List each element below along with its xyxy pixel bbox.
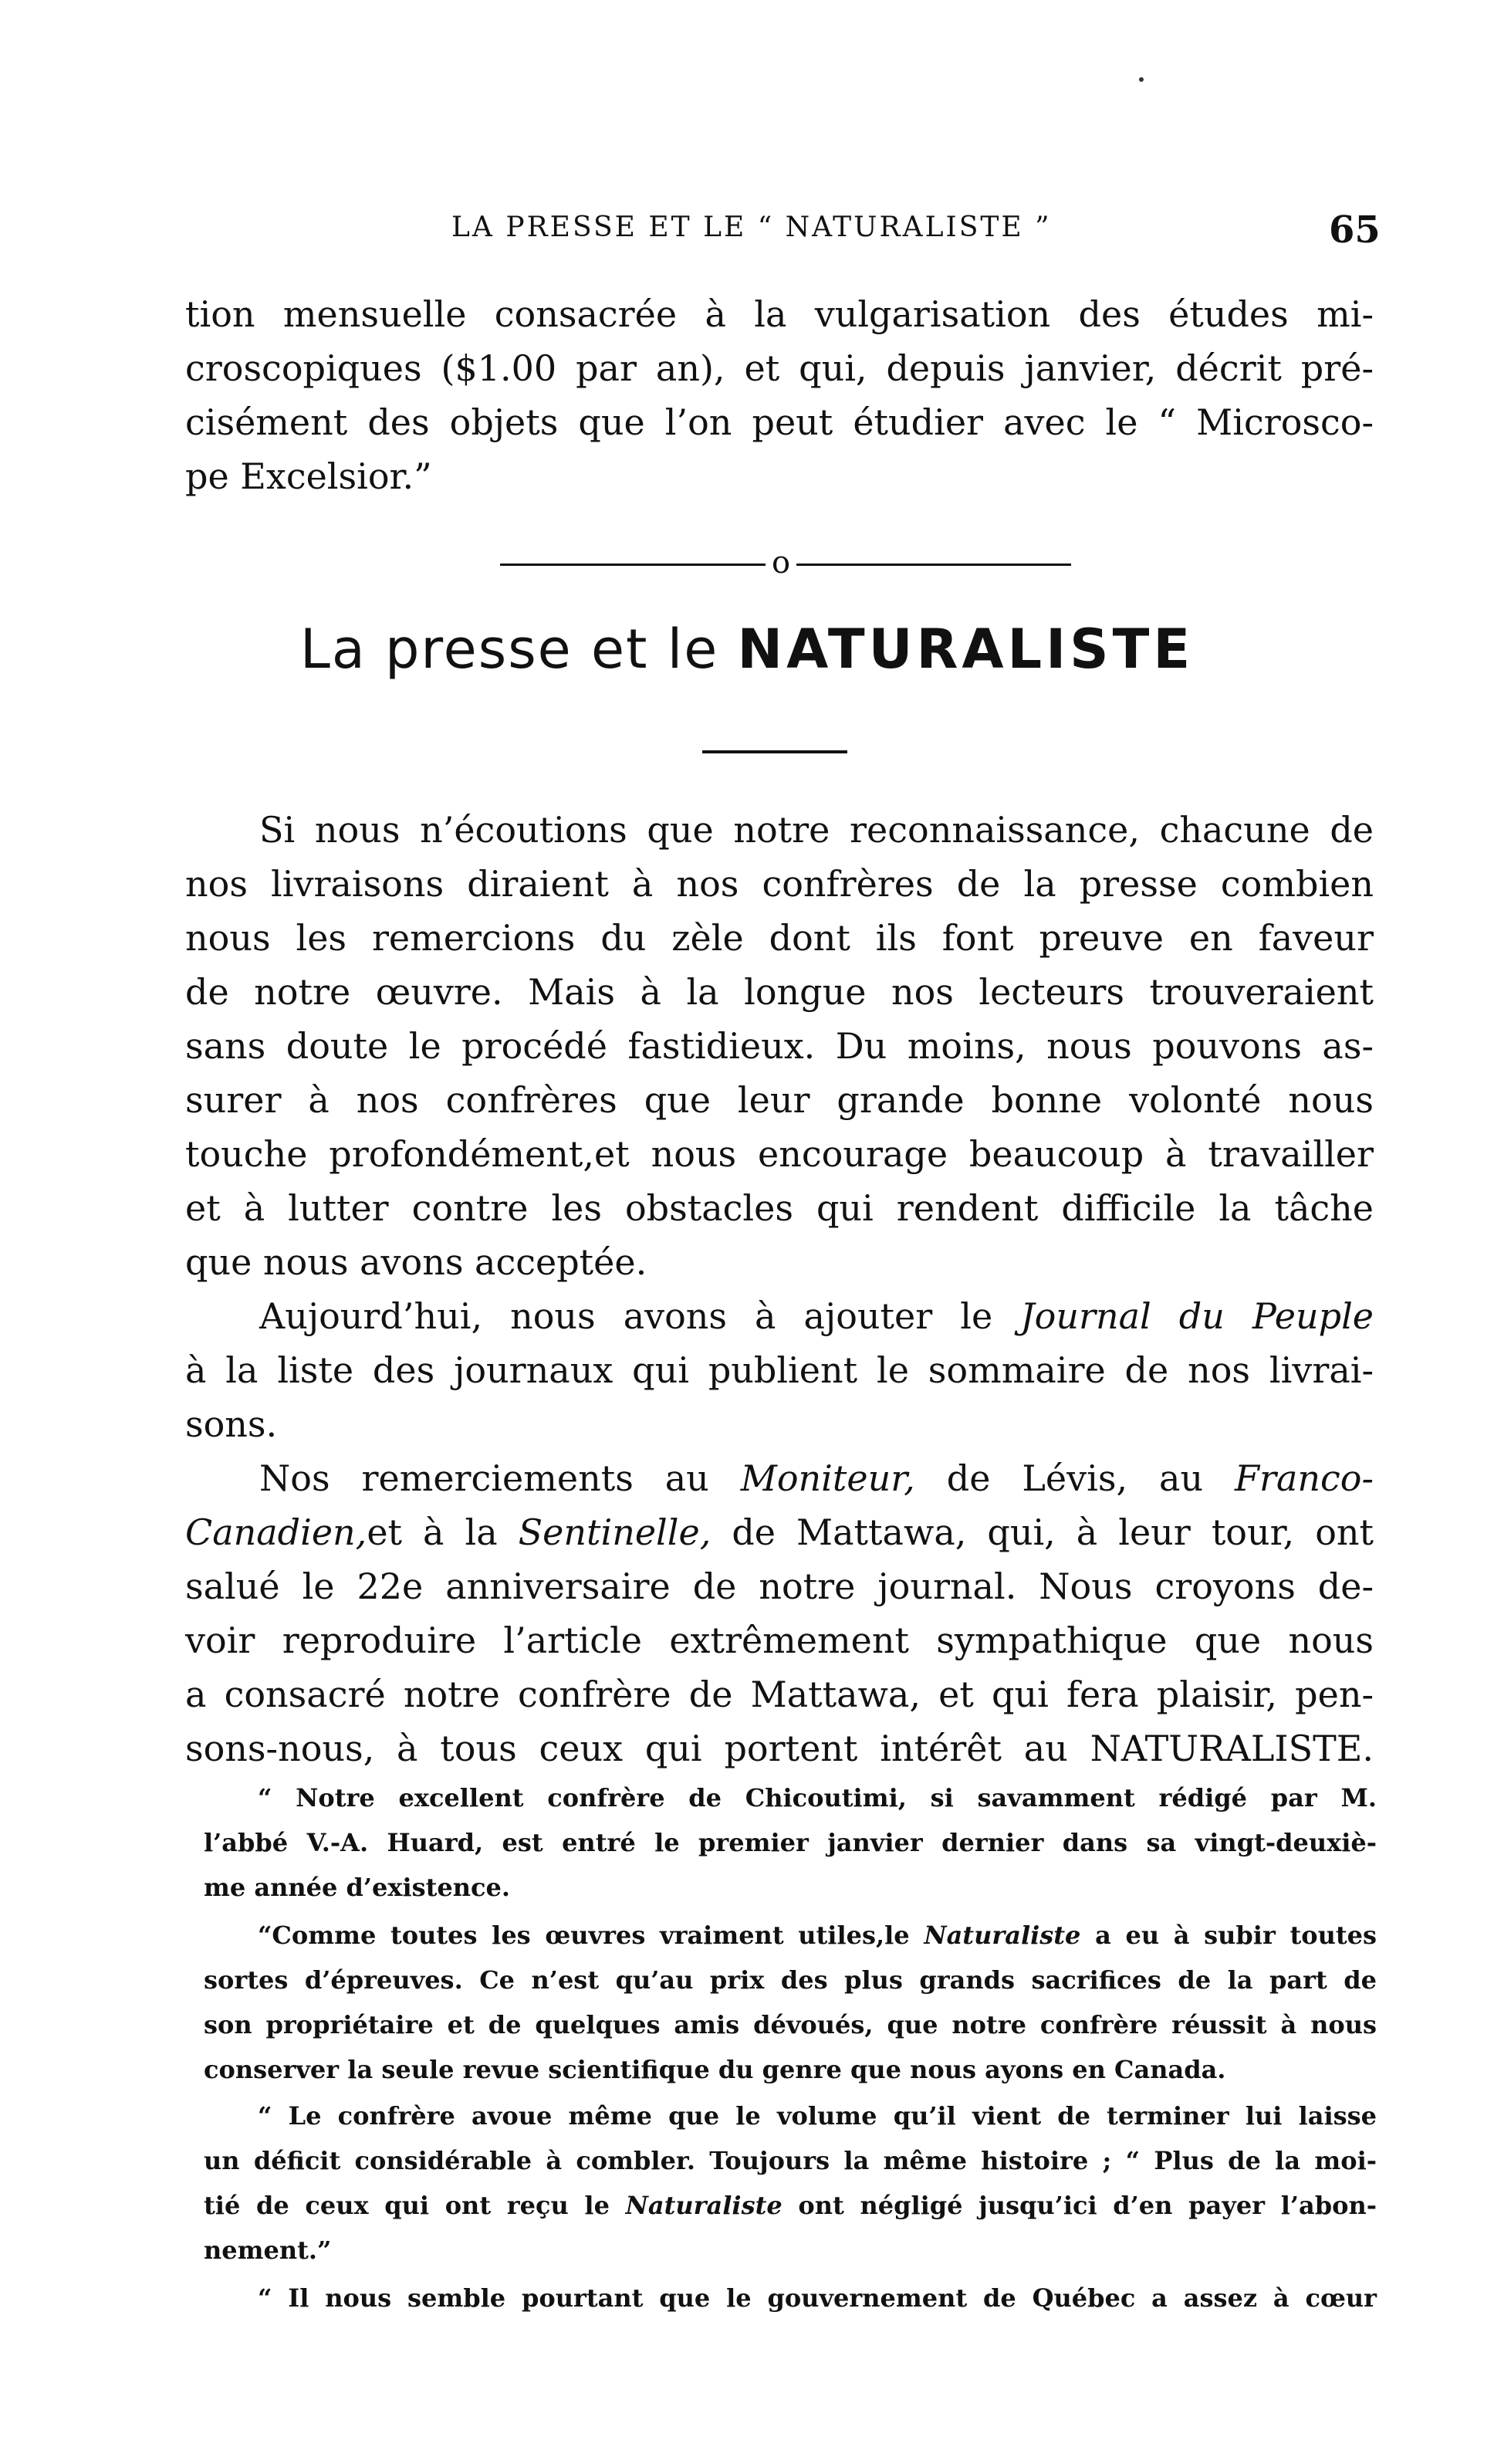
newspaper-title: Journal du Peuple <box>1020 1295 1374 1337</box>
page-number: 65 <box>1329 208 1381 252</box>
quote-line: conserver la seule revue scientifique du genre que nous ayons en Canada. <box>204 2055 1226 2084</box>
text-run: et à la <box>367 1511 519 1553</box>
quote-line: “ Le confrère avoue même que le volume qu’il vient de terminer lui laisse <box>258 2101 1377 2131</box>
quote-line <box>204 1913 1377 1958</box>
text-line: nos livraisons diraient à nos confrères de la presse combien <box>185 863 1374 905</box>
quote-line: “ Notre excellent confrère de Chicoutimi, si savamment rédigé par M. <box>258 1783 1377 1812</box>
quote-line: l’abbé V.-A. Huard, est entré le premier janvier dernier dans sa vingt-deuxiè- <box>204 1828 1377 1857</box>
quote-line <box>204 2183 1377 2228</box>
text-line <box>185 1505 1374 1559</box>
running-head <box>0 208 1494 255</box>
newspaper-title: Franco- <box>1235 1457 1374 1499</box>
text-run: Aujourd’hui, nous avons à ajouter le <box>259 1295 1021 1337</box>
text-run: “Comme toutes les œuvres vraiment utiles,le <box>258 1921 924 1950</box>
quote-line: me année d’existence. <box>204 1873 510 1902</box>
text-run: de Lévis, au <box>914 1457 1235 1499</box>
paragraph-journal-du-peuple <box>185 1289 1374 1451</box>
section-heading <box>0 618 1494 681</box>
text-line: sons. <box>185 1403 278 1445</box>
heading-caps: NATURALISTE <box>737 618 1195 681</box>
separator-rule-left <box>500 564 766 566</box>
text-line: pe Excelsior.” <box>185 455 432 497</box>
text-line: et à lutter contre les obstacles qui rendent difficile la tâche <box>185 1187 1374 1229</box>
quotation-epreuves <box>204 1913 1377 2092</box>
text-line: que nous avons acceptée. <box>185 1241 647 1283</box>
text-line: salué le 22e anniversaire de notre journal. Nous croyons de- <box>185 1565 1374 1607</box>
separator-mark: o <box>772 545 791 580</box>
journal-title: Naturaliste <box>625 2191 782 2220</box>
text-line: tion mensuelle consacrée à la vulgarisation des études mi- <box>185 293 1374 335</box>
text-line: cisément des objets que l’on peut étudier avec le “ Microsco- <box>185 401 1374 443</box>
text-run: de Mattawa, qui, à leur tour, ont <box>711 1511 1374 1553</box>
newspaper-title: Canadien, <box>185 1511 367 1553</box>
quote-line: son propriétaire et de quelques amis dévoués, que notre confrère réussit à nous <box>204 2010 1377 2039</box>
quotation-deficit <box>204 2093 1377 2273</box>
text-run: a eu à subir toutes <box>1080 1921 1377 1950</box>
text-line: nous les remercions du zèle dont ils font preuve en faveur <box>185 917 1374 959</box>
text-run: tié de ceux qui ont reçu le <box>204 2191 626 2220</box>
running-title: LA PRESSE ET LE “ NATURALISTE ” <box>451 212 1052 243</box>
newspaper-title: Moniteur, <box>740 1457 915 1499</box>
text-line: sans doute le procédé fastidieux. Du moins, nous pouvons as- <box>185 1025 1374 1067</box>
text-line: Si nous n’écoutions que notre reconnaissance, chacune de <box>259 809 1374 851</box>
ornamental-separator <box>500 540 1071 587</box>
quote-line: un déficit considérable à combler. Toujours la même histoire ; “ Plus de la moi- <box>204 2146 1377 2175</box>
heading-prefix: La presse et le <box>299 618 738 681</box>
separator-rule-right <box>796 564 1071 566</box>
heading-rule <box>702 750 847 753</box>
text-line: à la liste des journaux qui publient le sommaire de nos livrai- <box>185 1349 1374 1391</box>
newspaper-title: Sentinelle, <box>518 1511 712 1553</box>
text-line: voir reproduire l’article extrêmement sympathique que nous <box>185 1620 1374 1661</box>
text-line: a consacré notre confrère de Mattawa, et qui fera plaisir, pen- <box>185 1674 1374 1715</box>
ink-speck <box>1139 77 1144 82</box>
paragraph-remerciements <box>185 1451 1374 1775</box>
journal-name: NATURALISTE. <box>1090 1728 1374 1769</box>
quotation-gouvernement <box>204 2276 1377 2320</box>
quotation-birthday <box>204 1775 1377 1910</box>
text-line <box>185 1721 1374 1775</box>
text-line: surer à nos confrères que leur grande bonne volonté nous <box>185 1079 1374 1121</box>
quote-line: “ Il nous semble pourtant que le gouvernement de Québec a assez à cœur <box>258 2283 1377 2313</box>
text-line: de notre œuvre. Mais à la longue nos lecteurs trouveraient <box>185 971 1374 1013</box>
text-line: croscopiques ($1.00 par an), et qui, depuis janvier, décrit pré- <box>185 347 1374 389</box>
text-line <box>185 1289 1374 1343</box>
text-line <box>185 1451 1374 1505</box>
quote-line: sortes d’épreuves. Ce n’est qu’au prix des plus grands sacrifices de la part de <box>204 1965 1377 1995</box>
paragraph-reconnaissance <box>185 803 1374 1289</box>
journal-title: Naturaliste <box>924 1921 1081 1950</box>
text-run: sons-nous, à tous ceux qui portent intérêt au <box>185 1728 1090 1769</box>
text-run: Nos remerciements au <box>259 1457 741 1499</box>
quote-line: nement.” <box>204 2236 332 2265</box>
continuation-paragraph <box>185 287 1374 503</box>
text-run: ont négligé jusqu’ici d’en payer l’abon- <box>782 2191 1377 2220</box>
text-line: touche profondément,et nous encourage beaucoup à travailler <box>185 1133 1374 1175</box>
